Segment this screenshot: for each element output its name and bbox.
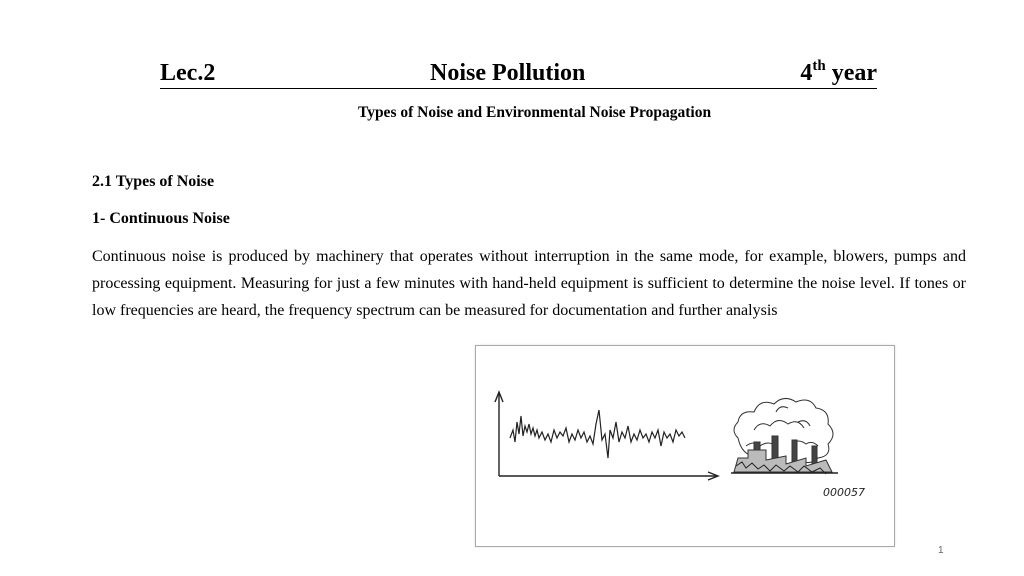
slide-title [160, 60, 877, 89]
noise-waveform-icon [495, 392, 718, 480]
subtitle: Types of Noise and Environmental Noise Propagation [358, 104, 712, 121]
figure-code: 000057 [823, 486, 865, 499]
topic-title: Noise Pollution [430, 60, 586, 86]
page-number: 1 [938, 545, 944, 556]
year-label: 4th year [800, 58, 877, 86]
continuous-noise-figure [475, 345, 895, 547]
factory-smoke-icon [731, 398, 838, 474]
section-heading: 2.1 Types of Noise [92, 173, 215, 190]
lecture-label: Lec.2 [160, 60, 216, 86]
figure-illustration [476, 346, 894, 546]
body-paragraph: Continuous noise is produced by machinery that operates without interruption in the same mode, for example, blowers, pumps and processing equipment. Measuring for just a few minutes with hand-held equipment is sufficient to determine the noise level. If tones or low frequencies are heard, the frequency spectrum can be measured for documentation and further analysis [92, 248, 966, 319]
subsection-heading: 1- Continuous Noise [92, 210, 230, 227]
